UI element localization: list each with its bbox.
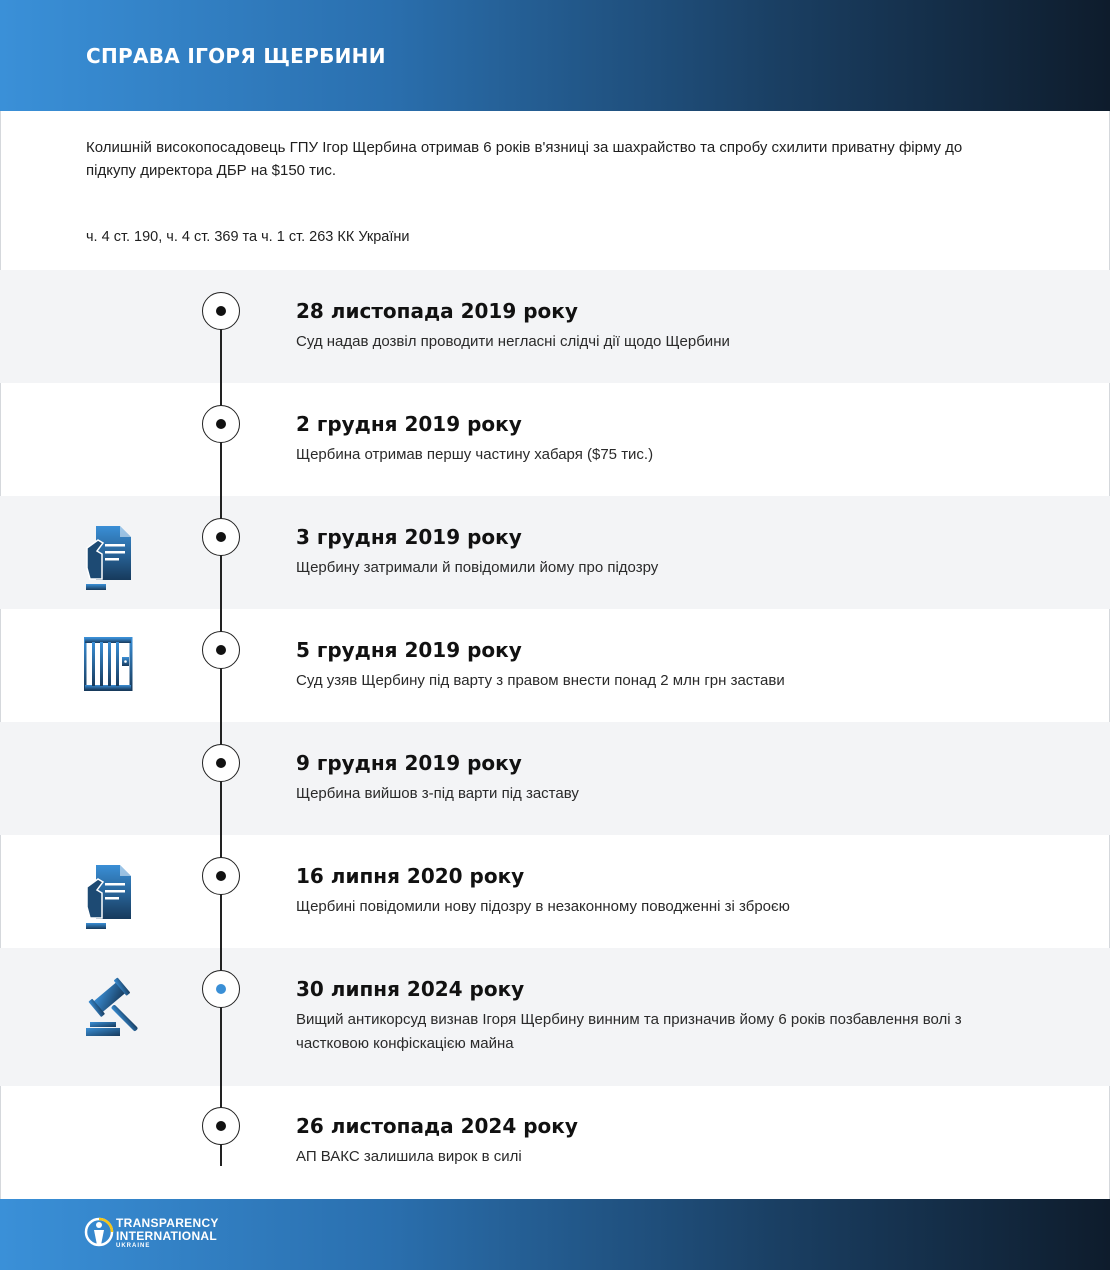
header-banner bbox=[0, 0, 1110, 111]
timeline bbox=[0, 270, 1110, 1199]
logo-text-line1: TRANSPARENCY bbox=[116, 1216, 219, 1230]
footer-banner bbox=[0, 1199, 1110, 1270]
event-date: 3 грудня 2019 року bbox=[296, 525, 522, 549]
transparency-international-logo-icon bbox=[84, 1215, 114, 1249]
hand-document-icon bbox=[84, 524, 134, 594]
event-description: АП ВАКС залишила вирок в силі bbox=[296, 1148, 522, 1165]
logo-text-line2: INTERNATIONAL bbox=[116, 1229, 218, 1243]
event-date: 9 грудня 2019 року bbox=[296, 751, 522, 775]
gavel-icon bbox=[84, 976, 148, 1038]
hand-document-icon bbox=[84, 863, 134, 933]
event-date: 16 липня 2020 року bbox=[296, 864, 525, 888]
event-description: Суд надав дозвіл проводити негласні слідчі дії щодо Щербини bbox=[296, 333, 730, 350]
logo-text-line3: UKRAINE bbox=[116, 1243, 151, 1249]
timeline-row bbox=[0, 835, 1110, 948]
timeline-row bbox=[0, 496, 1110, 609]
event-description: Щербина вийшов з-під варти під заставу bbox=[296, 785, 579, 802]
timeline-node bbox=[202, 518, 240, 556]
event-date: 26 листопада 2024 року bbox=[296, 1114, 578, 1138]
criminal-code-articles: ч. 4 ст. 190, ч. 4 ст. 369 та ч. 1 ст. 263 КК України bbox=[86, 229, 410, 245]
timeline-row bbox=[0, 609, 1110, 722]
event-date: 2 грудня 2019 року bbox=[296, 412, 522, 436]
timeline-node bbox=[202, 744, 240, 782]
event-description: Вищий антикорсуд визнав Ігоря Щербину винним та призначив йому 6 років позбавлення волі з частковою конфіскацією майна bbox=[296, 1011, 962, 1052]
timeline-node bbox=[202, 1107, 240, 1145]
timeline-row bbox=[0, 722, 1110, 835]
page-title: СПРАВА ІГОРЯ ЩЕРБИНИ bbox=[86, 44, 386, 68]
event-date: 30 липня 2024 року bbox=[296, 977, 525, 1001]
event-description: Суд узяв Щербину під варту з правом внести понад 2 млн грн застави bbox=[296, 672, 785, 689]
timeline-node bbox=[202, 857, 240, 895]
event-date: 28 листопада 2019 року bbox=[296, 299, 578, 323]
timeline-row bbox=[0, 383, 1110, 496]
event-description: Щербину затримали й повідомили йому про підозру bbox=[296, 559, 659, 576]
timeline-row bbox=[0, 1086, 1110, 1199]
timeline-node bbox=[202, 292, 240, 330]
timeline-row bbox=[0, 270, 1110, 383]
intro-text: Колишній високопосадовець ГПУ Ігор Щербина отримав 6 років в'язниці за шахрайство та спробу схилити приватну фірму до підкупу директора ДБР на $150 тис. bbox=[86, 139, 963, 179]
event-description: Щербині повідомили нову підозру в незаконному поводженні зі зброєю bbox=[296, 898, 790, 915]
timeline-node bbox=[202, 631, 240, 669]
event-description: Щербина отримав першу частину хабаря ($75 тис.) bbox=[296, 446, 654, 463]
timeline-node bbox=[202, 405, 240, 443]
prison-bars-icon bbox=[84, 637, 134, 691]
event-date: 5 грудня 2019 року bbox=[296, 638, 522, 662]
timeline-node-active bbox=[202, 970, 240, 1008]
